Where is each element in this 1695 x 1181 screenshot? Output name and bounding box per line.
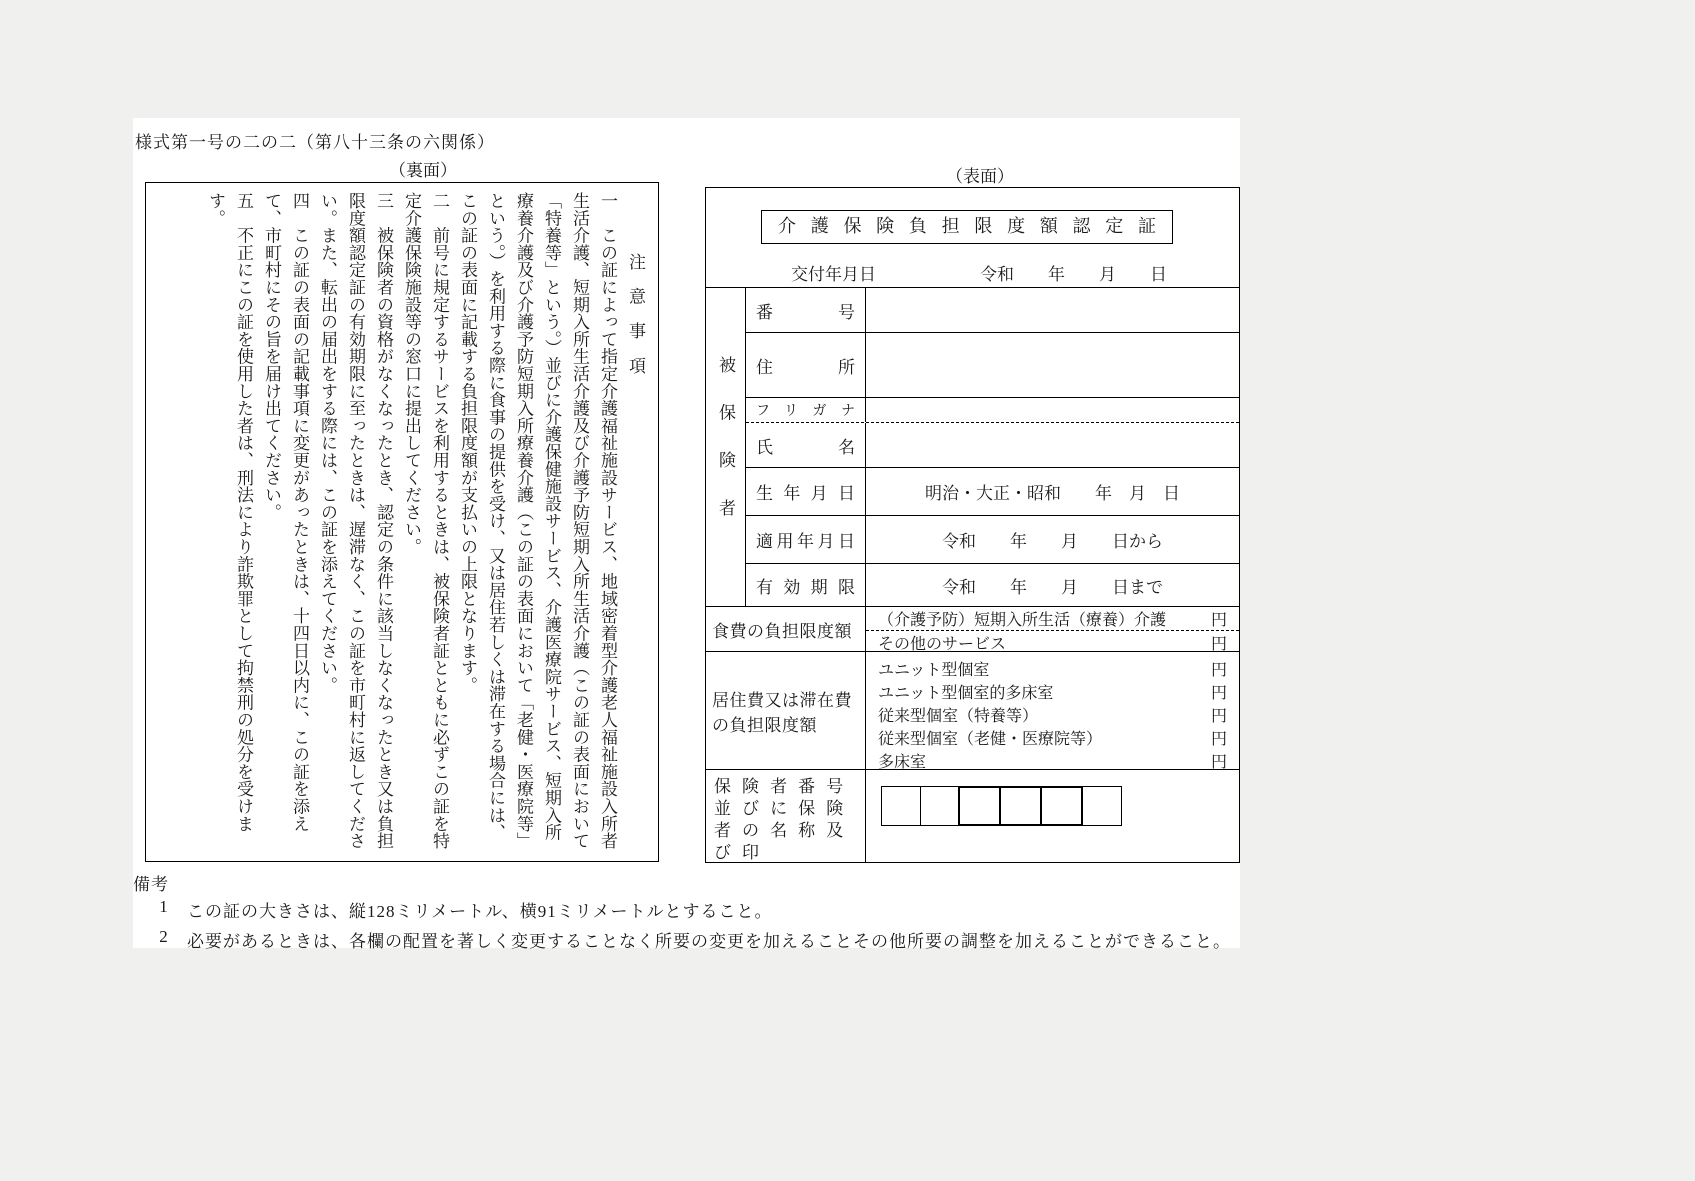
row-label-address: 住所 bbox=[746, 333, 866, 397]
front-side-panel bbox=[705, 187, 1240, 863]
remark-number: 2 bbox=[159, 927, 169, 946]
meal-fee-lines bbox=[866, 607, 1239, 651]
row-label-birthdate: 生年月日 bbox=[746, 468, 866, 515]
remark-number: 1 bbox=[159, 897, 169, 916]
row-value-number bbox=[866, 288, 1239, 332]
certificate-title: 介護保険負担限度額認定証 bbox=[761, 210, 1173, 244]
insured-row-apply-date bbox=[746, 516, 1239, 564]
yen-unit: 円 bbox=[1210, 662, 1227, 679]
issue-date-value: 令和 年 月 日 bbox=[980, 265, 1167, 284]
row-value-birthdate: 明治・大正・昭和 年 月 日 bbox=[925, 484, 1180, 503]
yen-unit: 円 bbox=[1210, 754, 1227, 771]
insured-person-rows bbox=[746, 288, 1239, 606]
row-label-number: 番号 bbox=[746, 288, 866, 332]
certificate-header bbox=[706, 188, 1239, 287]
remark-text: 必要があるときは、各欄の配置を著しく変更することなく所要の変更を加えることその他所要の調整を加えることができること。 bbox=[187, 932, 1231, 951]
meal-fee-line-2: その他のサービス 円 bbox=[866, 630, 1239, 654]
yen-unit: 円 bbox=[1210, 708, 1227, 725]
remark-item-2 bbox=[157, 927, 1231, 952]
note-item-3: 三 被保険者の資格がなくなったとき、認定の条件に該当しなくなったとき又は負担限度額認定証の有効期限に至ったときは、遅滞なく、この証を市町村に返してください。また、転出の届出をする際には、この証を添えてください。 bbox=[318, 192, 393, 850]
insured-row-birthdate bbox=[746, 468, 1239, 516]
row-value-name bbox=[866, 423, 1239, 467]
insured-row-number bbox=[746, 288, 1239, 333]
lodging-fee-section bbox=[706, 651, 1239, 769]
notes-heading: 注 意 事 項 bbox=[626, 253, 645, 375]
insured-person-table bbox=[706, 287, 1239, 606]
lodging-fee-label: 居住費又は滞在費 の負担限度額 bbox=[706, 652, 866, 769]
form-page bbox=[133, 118, 1240, 951]
number-box-2 bbox=[920, 786, 960, 826]
note-item-4: 四 この証の表面の記載事項に変更があったときは、十四日以内に、この証を添えて、市町村にその旨を届け出てください。 bbox=[262, 192, 309, 833]
front-side-label: （表面） bbox=[946, 167, 1014, 186]
number-box-4 bbox=[999, 786, 1042, 826]
lodging-line-conventional-tokuyo: 従来型個室（特養等） 円 bbox=[866, 703, 1239, 726]
remarks-heading: 備考 bbox=[133, 875, 169, 894]
meal-fee-section bbox=[706, 606, 1239, 651]
issue-date-label: 交付年月日 bbox=[791, 265, 876, 284]
meal-fee-label: 食費の負担限度額 bbox=[706, 607, 866, 651]
yen-unit: 円 bbox=[1210, 731, 1227, 748]
insurer-label: 保険者番号 並びに保険 者の名称及 び印 bbox=[706, 770, 866, 863]
insured-row-address bbox=[746, 333, 1239, 398]
issue-date-row bbox=[791, 260, 1167, 285]
lodging-fee-lines bbox=[866, 652, 1239, 769]
lodging-line-unit-private: ユニット型個室 円 bbox=[866, 657, 1239, 680]
remark-item-1 bbox=[157, 897, 772, 922]
row-value-expiry: 令和 年 月 日まで bbox=[942, 577, 1163, 597]
number-box-6 bbox=[1082, 786, 1122, 826]
row-value-address bbox=[866, 333, 1239, 397]
note-item-2: 二 前号に規定するサービスを利用するときは、被保険者証とともに必ずこの証を特定介護保険施設等の窓口に提出してください。 bbox=[402, 192, 449, 850]
lodging-line-conventional-roken: 従来型個室（老健・医療院等） 円 bbox=[866, 726, 1239, 749]
remark-text: この証の大きさは、縦128ミリメートル、横91ミリメートルとすること。 bbox=[187, 902, 773, 921]
note-item-1: 一 この証によって指定介護福祉施設サービス、地域密着型介護老人福祉施設入所者生活介護、短期入所生活介護及び介護予防短期入所生活介護（この証の表面において「特養等」という。）並びに介護保健施設サービス、介護医療院サービス、短期入所療養介護及び介護予防短期入所療養介護（この証の表面において「老健・医療院等」という。）を利用する際に食事の提供を受け、又は居住若しくは滞在する場合には、この証の表面に記載する負担限度額が支払いの上限となります。 bbox=[458, 192, 617, 850]
number-box-3 bbox=[958, 786, 1001, 826]
yen-unit: 円 bbox=[1210, 636, 1227, 653]
row-label-expiry: 有効期限 bbox=[746, 564, 866, 606]
lodging-line-multi-bed: 多床室 円 bbox=[866, 749, 1239, 772]
row-label-name: 氏名 bbox=[746, 423, 866, 467]
back-side-label: （裏面） bbox=[389, 161, 457, 180]
yen-unit: 円 bbox=[1210, 685, 1227, 702]
insurer-section bbox=[706, 769, 1239, 863]
row-label-apply-date: 適用年月日 bbox=[746, 516, 866, 563]
number-box-1 bbox=[881, 786, 921, 826]
insurer-number-area bbox=[866, 770, 1239, 863]
back-side-panel bbox=[145, 182, 659, 862]
lodging-line-unit-semi-private: ユニット型個室的多床室 円 bbox=[866, 680, 1239, 703]
insurer-number-boxes bbox=[881, 786, 1122, 826]
number-box-5 bbox=[1040, 786, 1083, 826]
notes-vertical-text bbox=[154, 192, 649, 852]
row-value-furigana bbox=[866, 398, 1239, 422]
row-value-apply-date: 令和 年 月 日から bbox=[942, 532, 1163, 551]
meal-fee-line-1: （介護予防）短期入所生活（療養）介護 円 bbox=[866, 607, 1239, 630]
row-label-furigana: フリガナ bbox=[746, 398, 866, 422]
yen-unit: 円 bbox=[1210, 612, 1227, 629]
note-item-5: 五 不正にこの証を使用した者は、刑法により詐欺罪として拘禁刑の処分を受けます。 bbox=[206, 192, 253, 833]
insured-row-expiry bbox=[746, 564, 1239, 606]
form-number-label: 様式第一号の二の二（第八十三条の六関係） bbox=[135, 133, 495, 152]
insured-person-vertical-label: 被保険者 bbox=[706, 288, 746, 606]
insured-row-name bbox=[746, 423, 1239, 468]
insured-row-furigana bbox=[746, 398, 1239, 423]
